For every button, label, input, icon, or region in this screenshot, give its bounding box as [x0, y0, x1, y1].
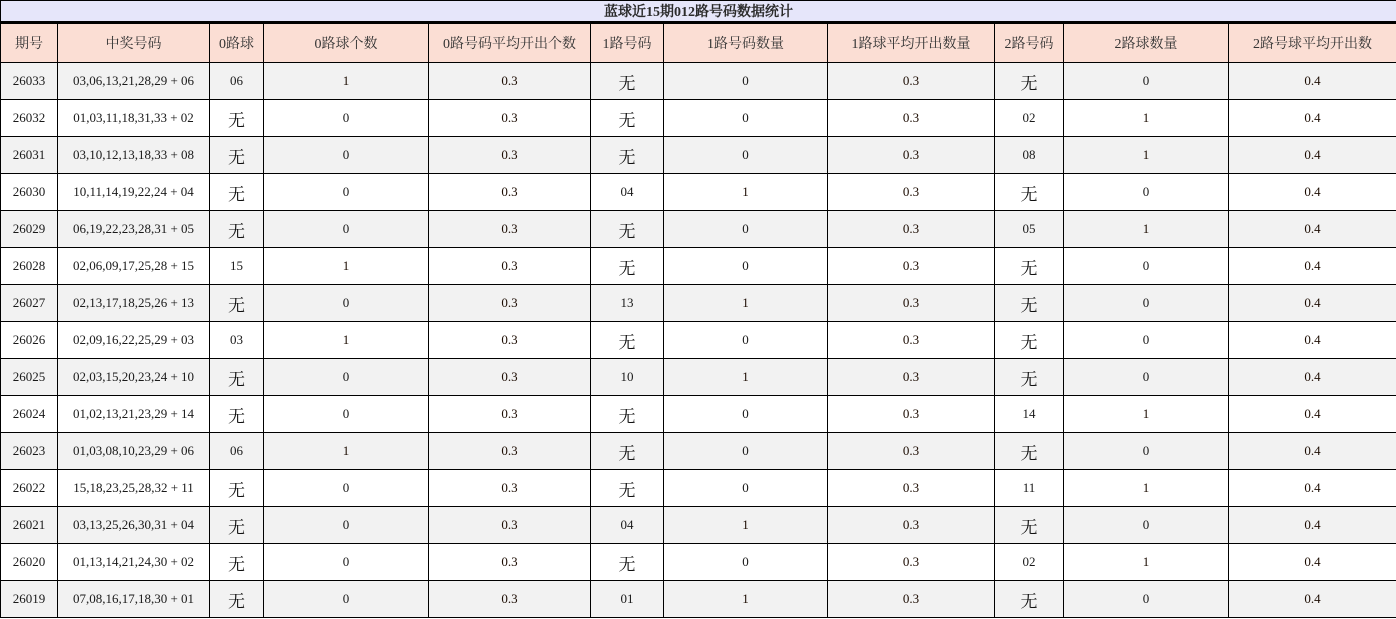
column-header: 2路号球平均开出数	[1229, 23, 1396, 63]
winning-numbers-cell: 01,02,13,21,23,29 + 14	[58, 396, 210, 433]
zone0-ball-cell: 无	[210, 470, 264, 507]
zone1-avg-cell: 0.3	[828, 359, 995, 396]
zone2-avg-cell: 0.4	[1229, 433, 1396, 470]
zone2-count-cell: 0	[1064, 581, 1229, 618]
zone2-avg-cell: 0.4	[1229, 63, 1396, 100]
zone1-count-cell: 1	[664, 359, 828, 396]
winning-numbers-cell: 03,13,25,26,30,31 + 04	[58, 507, 210, 544]
period-cell: 26032	[1, 100, 58, 137]
zone2-ball-cell: 无	[995, 322, 1064, 359]
zone0-ball-cell: 无	[210, 100, 264, 137]
zone2-ball-cell: 无	[995, 433, 1064, 470]
period-cell: 26028	[1, 248, 58, 285]
table-row	[1, 211, 1396, 248]
winning-numbers-cell: 02,06,09,17,25,28 + 15	[58, 248, 210, 285]
zone1-ball-cell: 无	[591, 544, 664, 581]
zone0-ball-cell: 无	[210, 359, 264, 396]
table-body	[1, 63, 1396, 618]
zone2-avg-cell: 0.4	[1229, 359, 1396, 396]
zone1-avg-cell: 0.3	[828, 544, 995, 581]
winning-numbers-cell: 02,13,17,18,25,26 + 13	[58, 285, 210, 322]
zone0-avg-cell: 0.3	[429, 248, 591, 285]
zone1-ball-cell: 无	[591, 433, 664, 470]
zone0-ball-cell: 03	[210, 322, 264, 359]
zone1-ball-cell: 无	[591, 396, 664, 433]
zone1-avg-cell: 0.3	[828, 211, 995, 248]
zone1-count-cell: 0	[664, 470, 828, 507]
zone0-ball-cell: 无	[210, 174, 264, 211]
zone0-count-cell: 1	[264, 433, 429, 470]
zone2-count-cell: 0	[1064, 433, 1229, 470]
table-row	[1, 63, 1396, 100]
zone1-count-cell: 0	[664, 248, 828, 285]
zone0-count-cell: 0	[264, 285, 429, 322]
zone2-count-cell: 0	[1064, 174, 1229, 211]
zone1-ball-cell: 01	[591, 581, 664, 618]
zone2-ball-cell: 无	[995, 174, 1064, 211]
zone1-ball-cell: 10	[591, 359, 664, 396]
table-row	[1, 285, 1396, 322]
period-cell: 26030	[1, 174, 58, 211]
winning-numbers-cell: 03,06,13,21,28,29 + 06	[58, 63, 210, 100]
zone1-avg-cell: 0.3	[828, 63, 995, 100]
zone0-count-cell: 0	[264, 174, 429, 211]
table-header-row	[1, 23, 1396, 63]
winning-numbers-cell: 10,11,14,19,22,24 + 04	[58, 174, 210, 211]
winning-numbers-cell: 02,09,16,22,25,29 + 03	[58, 322, 210, 359]
table-row	[1, 100, 1396, 137]
zone1-ball-cell: 无	[591, 248, 664, 285]
zone0-count-cell: 0	[264, 581, 429, 618]
period-cell: 26027	[1, 285, 58, 322]
zone0-count-cell: 1	[264, 248, 429, 285]
zone0-ball-cell: 无	[210, 285, 264, 322]
winning-numbers-cell: 07,08,16,17,18,30 + 01	[58, 581, 210, 618]
zone1-count-cell: 0	[664, 433, 828, 470]
zone0-avg-cell: 0.3	[429, 544, 591, 581]
zone1-avg-cell: 0.3	[828, 581, 995, 618]
zone1-count-cell: 0	[664, 211, 828, 248]
table-row	[1, 322, 1396, 359]
zone0-avg-cell: 0.3	[429, 174, 591, 211]
table-row	[1, 581, 1396, 618]
zone1-ball-cell: 无	[591, 470, 664, 507]
title-bar	[1, 1, 1396, 23]
winning-numbers-cell: 01,03,08,10,23,29 + 06	[58, 433, 210, 470]
period-cell: 26020	[1, 544, 58, 581]
zone2-ball-cell: 05	[995, 211, 1064, 248]
period-cell: 26024	[1, 396, 58, 433]
zone1-avg-cell: 0.3	[828, 507, 995, 544]
zone0-ball-cell: 无	[210, 137, 264, 174]
zone2-count-cell: 0	[1064, 359, 1229, 396]
zone0-count-cell: 0	[264, 211, 429, 248]
zone2-ball-cell: 08	[995, 137, 1064, 174]
column-header: 1路号码数量	[664, 23, 828, 63]
zone1-avg-cell: 0.3	[828, 137, 995, 174]
zone2-count-cell: 0	[1064, 507, 1229, 544]
period-cell: 26033	[1, 63, 58, 100]
zone0-avg-cell: 0.3	[429, 507, 591, 544]
zone2-count-cell: 0	[1064, 248, 1229, 285]
zone0-count-cell: 1	[264, 63, 429, 100]
zone2-ball-cell: 02	[995, 544, 1064, 581]
column-header: 1路号码	[591, 23, 664, 63]
zone2-ball-cell: 无	[995, 285, 1064, 322]
zone1-count-cell: 0	[664, 396, 828, 433]
period-cell: 26021	[1, 507, 58, 544]
zone0-avg-cell: 0.3	[429, 63, 591, 100]
column-header: 期号	[1, 23, 58, 63]
winning-numbers-cell: 02,03,15,20,23,24 + 10	[58, 359, 210, 396]
zone2-count-cell: 1	[1064, 544, 1229, 581]
table-row	[1, 507, 1396, 544]
zone1-ball-cell: 04	[591, 507, 664, 544]
zone0-count-cell: 0	[264, 359, 429, 396]
zone0-avg-cell: 0.3	[429, 137, 591, 174]
zone1-avg-cell: 0.3	[828, 285, 995, 322]
zone2-count-cell: 0	[1064, 63, 1229, 100]
winning-numbers-cell: 15,18,23,25,28,32 + 11	[58, 470, 210, 507]
zone2-count-cell: 1	[1064, 211, 1229, 248]
zone2-count-cell: 1	[1064, 470, 1229, 507]
zone0-ball-cell: 06	[210, 433, 264, 470]
zone2-count-cell: 0	[1064, 285, 1229, 322]
zone2-ball-cell: 无	[995, 581, 1064, 618]
zone2-avg-cell: 0.4	[1229, 396, 1396, 433]
column-header: 中奖号码	[58, 23, 210, 63]
zone0-ball-cell: 无	[210, 396, 264, 433]
page-title: 蓝球近15期012路号码数据统计	[1, 1, 1396, 23]
winning-numbers-cell: 06,19,22,23,28,31 + 05	[58, 211, 210, 248]
zone0-count-cell: 0	[264, 396, 429, 433]
zone1-count-cell: 1	[664, 285, 828, 322]
zone0-avg-cell: 0.3	[429, 359, 591, 396]
zone2-avg-cell: 0.4	[1229, 581, 1396, 618]
column-header: 0路球个数	[264, 23, 429, 63]
zone1-count-cell: 0	[664, 63, 828, 100]
column-header: 2路号码	[995, 23, 1064, 63]
zone1-count-cell: 0	[664, 544, 828, 581]
zone1-ball-cell: 无	[591, 211, 664, 248]
table-row	[1, 470, 1396, 507]
zone1-avg-cell: 0.3	[828, 174, 995, 211]
zone1-ball-cell: 13	[591, 285, 664, 322]
period-cell: 26023	[1, 433, 58, 470]
zone0-avg-cell: 0.3	[429, 285, 591, 322]
zone0-avg-cell: 0.3	[429, 470, 591, 507]
zone1-ball-cell: 无	[591, 322, 664, 359]
zone2-avg-cell: 0.4	[1229, 137, 1396, 174]
zone2-avg-cell: 0.4	[1229, 211, 1396, 248]
column-header: 1路球平均开出数量	[828, 23, 995, 63]
zone2-avg-cell: 0.4	[1229, 248, 1396, 285]
table-row	[1, 359, 1396, 396]
zone0-ball-cell: 无	[210, 211, 264, 248]
zone2-ball-cell: 11	[995, 470, 1064, 507]
zone0-avg-cell: 0.3	[429, 581, 591, 618]
zone2-avg-cell: 0.4	[1229, 322, 1396, 359]
zone1-count-cell: 1	[664, 174, 828, 211]
zone2-ball-cell: 无	[995, 248, 1064, 285]
zone1-count-cell: 0	[664, 137, 828, 174]
zone0-ball-cell: 无	[210, 507, 264, 544]
table-row	[1, 396, 1396, 433]
period-cell: 26022	[1, 470, 58, 507]
zone0-avg-cell: 0.3	[429, 322, 591, 359]
zone0-avg-cell: 0.3	[429, 433, 591, 470]
zone0-ball-cell: 06	[210, 63, 264, 100]
zone1-avg-cell: 0.3	[828, 470, 995, 507]
zone0-avg-cell: 0.3	[429, 100, 591, 137]
zone0-count-cell: 0	[264, 137, 429, 174]
table-row	[1, 433, 1396, 470]
column-header: 0路号码平均开出个数	[429, 23, 591, 63]
zone2-ball-cell: 02	[995, 100, 1064, 137]
zone2-avg-cell: 0.4	[1229, 285, 1396, 322]
zone2-count-cell: 1	[1064, 396, 1229, 433]
winning-numbers-cell: 03,10,12,13,18,33 + 08	[58, 137, 210, 174]
zone2-avg-cell: 0.4	[1229, 507, 1396, 544]
zone2-avg-cell: 0.4	[1229, 174, 1396, 211]
zone2-avg-cell: 0.4	[1229, 544, 1396, 581]
zone0-count-cell: 0	[264, 507, 429, 544]
zone2-avg-cell: 0.4	[1229, 100, 1396, 137]
zone2-ball-cell: 无	[995, 507, 1064, 544]
period-cell: 26031	[1, 137, 58, 174]
table-row	[1, 174, 1396, 211]
zone2-count-cell: 1	[1064, 100, 1229, 137]
zone1-ball-cell: 无	[591, 63, 664, 100]
zone1-avg-cell: 0.3	[828, 100, 995, 137]
winning-numbers-cell: 01,03,11,18,31,33 + 02	[58, 100, 210, 137]
zone0-ball-cell: 15	[210, 248, 264, 285]
zone1-avg-cell: 0.3	[828, 396, 995, 433]
zone1-avg-cell: 0.3	[828, 322, 995, 359]
table-row	[1, 544, 1396, 581]
zone1-avg-cell: 0.3	[828, 248, 995, 285]
period-cell: 26029	[1, 211, 58, 248]
zone0-ball-cell: 无	[210, 581, 264, 618]
zone1-avg-cell: 0.3	[828, 433, 995, 470]
zone0-avg-cell: 0.3	[429, 211, 591, 248]
period-cell: 26019	[1, 581, 58, 618]
zone1-count-cell: 0	[664, 100, 828, 137]
zone2-ball-cell: 14	[995, 396, 1064, 433]
winning-numbers-cell: 01,13,14,21,24,30 + 02	[58, 544, 210, 581]
zone1-count-cell: 1	[664, 581, 828, 618]
zone1-count-cell: 1	[664, 507, 828, 544]
zone2-count-cell: 1	[1064, 137, 1229, 174]
column-header: 2路球数量	[1064, 23, 1229, 63]
zone0-avg-cell: 0.3	[429, 396, 591, 433]
zone0-count-cell: 0	[264, 470, 429, 507]
zone2-ball-cell: 无	[995, 359, 1064, 396]
zone2-ball-cell: 无	[995, 63, 1064, 100]
zone0-count-cell: 0	[264, 544, 429, 581]
zone0-count-cell: 1	[264, 322, 429, 359]
zone1-ball-cell: 04	[591, 174, 664, 211]
zone2-count-cell: 0	[1064, 322, 1229, 359]
table-row	[1, 248, 1396, 285]
table-row	[1, 137, 1396, 174]
zone1-ball-cell: 无	[591, 100, 664, 137]
zone1-ball-cell: 无	[591, 137, 664, 174]
zone0-ball-cell: 无	[210, 544, 264, 581]
period-cell: 26026	[1, 322, 58, 359]
period-cell: 26025	[1, 359, 58, 396]
zone0-count-cell: 0	[264, 100, 429, 137]
zone2-avg-cell: 0.4	[1229, 470, 1396, 507]
column-header: 0路球	[210, 23, 264, 63]
zone1-count-cell: 0	[664, 322, 828, 359]
